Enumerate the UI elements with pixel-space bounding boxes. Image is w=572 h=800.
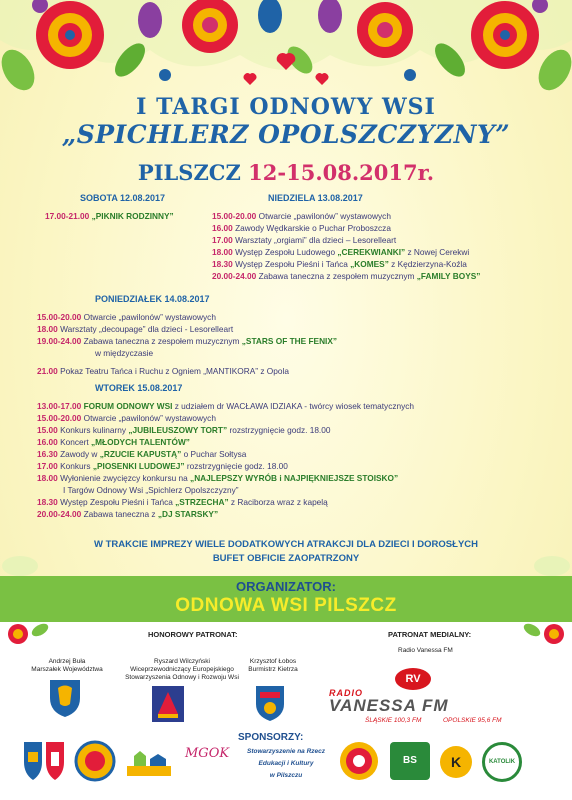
title-line2: „SPICHLERZ OPOLSZCZYZNY” bbox=[61, 120, 511, 149]
title-date: 12-15.08.2017r. bbox=[248, 160, 435, 185]
event-row: 15.00-20.00 Otwarcie „pawilonów” wystawowych bbox=[212, 211, 391, 221]
vanessa-logo bbox=[325, 668, 535, 728]
sponsors-label: SPONSORZY: bbox=[238, 732, 304, 743]
event-row: 19.00-24.00 Zabawa taneczna z zespołem muzycznym „STARS OF THE FENIX” bbox=[37, 336, 338, 346]
patron-2: Ryszard Wilczyński Wiceprzewodniczący Europejskiego Stowarzyszenia Odnowy i Rozwoju Wsi bbox=[125, 658, 239, 681]
event-row: 21.00 Pokaz Teatru Tańca i Ruchu z Ogniem „MANTIKORA” z Opola bbox=[37, 366, 289, 376]
day-saturday: SOBOTA 12.08.2017 bbox=[80, 193, 166, 203]
round-emblem-icon bbox=[74, 740, 116, 782]
event-row: I Targów Odnowy Wsi „Spichlerz Opolszczyzny” bbox=[63, 485, 239, 495]
event-row: w międzyczasie bbox=[95, 348, 154, 358]
bs-bank-logo: BS bbox=[390, 742, 430, 780]
organizer-label: ORGANIZATOR: bbox=[236, 579, 336, 594]
village-logo-icon bbox=[126, 748, 172, 778]
event-row: 18.30 Występ Zespołu Pieśni i Tańca „STRZECHA” z Raciborza wraz z kapelą bbox=[37, 497, 328, 507]
event-row: 15.00-20.00 Otwarcie „pawilonów” wystawowych bbox=[37, 312, 216, 322]
event-row: 18.30 Występ Zespołu Pieśni i Tańca „KOMES” z Kędzierzyna-Koźla bbox=[212, 259, 467, 269]
event-row: 17.00 Konkurs „PIOSENKI LUDOWEJ” rozstrzygnięcie godz. 18.00 bbox=[37, 461, 288, 471]
patron-3: Krzysztof Łobos Burmistrz Kietrza bbox=[248, 658, 298, 673]
day-tuesday: WTOREK 15.08.2017 bbox=[95, 383, 183, 393]
media-station: Radio Vanessa FM bbox=[398, 647, 453, 654]
kietrz-crest-icon bbox=[254, 684, 286, 722]
patron-1: Andrzej Buła Marszałek Województwa bbox=[31, 658, 103, 673]
gops-logo: MGOK bbox=[185, 746, 230, 761]
katolik-logo: KATOLIK bbox=[482, 742, 522, 782]
gmina-crest-icon bbox=[22, 740, 66, 782]
event-row: 13.00-17.00 FORUM ODNOWY WSI z udziałem dr WACŁAWA IDZIAKA - twórcy wiosek tematycznych bbox=[37, 401, 415, 411]
folk-flowers-corners bbox=[0, 622, 572, 662]
title-line1: I TARGI ODNOWY WSI bbox=[136, 94, 436, 120]
notice-line2: BUFET OBFICIE ZAOPATRZONY bbox=[212, 553, 360, 564]
monday-events bbox=[37, 311, 337, 377]
radio-label: RADIO bbox=[329, 688, 363, 698]
organizer-name: ODNOWA WSI PILSZCZ bbox=[175, 595, 397, 616]
notice-line1: W TRAKCIE IMPREZY WIELE DODATKOWYCH ATRAKCJI DLA DZIECI I DOROSŁYCH bbox=[93, 539, 479, 550]
event-row: 16.00 Zawody Wędkarskie o Puchar Proboszcza bbox=[212, 223, 391, 233]
day-monday: PONIEDZIAŁEK 14.08.2017 bbox=[95, 294, 210, 304]
day-sunday: NIEDZIELA 13.08.2017 bbox=[268, 193, 363, 203]
event-row: 17.00-21.00 „PIKNIK RODZINNY” bbox=[45, 211, 174, 221]
vanessa-name: VANESSA FM bbox=[329, 696, 449, 715]
event-row: 18.00 Występ Zespołu Ludowego „CEREKWIANKI” z Nowej Cerekwi bbox=[212, 247, 470, 257]
sunday-events bbox=[212, 210, 480, 282]
rv-logo-icon: RV bbox=[395, 668, 431, 690]
k-logo: K bbox=[440, 746, 472, 778]
media-label: PATRONAT MEDIALNY: bbox=[388, 630, 472, 639]
event-row: 17.00 Warsztaty „orgiami” dla dzieci – Lesorelleart bbox=[212, 235, 397, 245]
event-row: 18.00 Warsztaty „decoupage” dla dzieci - Lesorelleart bbox=[37, 324, 234, 334]
sports-emblem-icon bbox=[338, 740, 380, 782]
patronat-label: HONOROWY PATRONAT: bbox=[148, 630, 238, 639]
organizer-bar bbox=[0, 576, 572, 622]
event-row: 16.30 Zawody w „RZUCIE KAPUSTĄ” o Puchar Sołtysa bbox=[37, 449, 247, 459]
sponsors-section bbox=[0, 622, 572, 800]
event-row: 18.00 Wyłonienie zwycięzcy konkursu na „NAJLEPSZY WYRÓB i NAJPIĘKNIEJSZE STOISKO” bbox=[37, 473, 399, 483]
freq-slaskie: ŚLĄSKIE 100,3 FM bbox=[365, 717, 422, 724]
event-row: 15.00 Konkurs kulinarny „JUBILEUSZOWY TORT” rozstrzygnięcie godz. 18.00 bbox=[37, 425, 331, 435]
freq-opolskie: OPOLSKIE 95,6 FM bbox=[443, 717, 502, 724]
folk-flowers-top bbox=[0, 0, 572, 95]
opolskie-crest-icon bbox=[48, 678, 82, 718]
title-city: PILSZCZ bbox=[137, 160, 241, 185]
tuesday-events bbox=[37, 400, 414, 520]
notice bbox=[0, 538, 572, 566]
title-line3 bbox=[0, 160, 572, 185]
event-row: 20.00-24.00 Zabawa taneczna z „DJ STARSKY” bbox=[37, 509, 219, 519]
event-row: 20.00-24.00 Zabawa taneczna z zespołem muzycznym „FAMILY BOYS” bbox=[212, 271, 481, 281]
event-row: 15.00-20.00 Otwarcie „pawilonów” wystawowych bbox=[37, 413, 216, 423]
event-row: 16.00 Koncert „MŁODYCH TALENTÓW” bbox=[37, 437, 190, 447]
esorw-logo-icon bbox=[150, 684, 186, 724]
sponsor-association: Stowarzyszenie na Rzecz Edukacji i Kultury w Pilszczu bbox=[246, 748, 326, 779]
